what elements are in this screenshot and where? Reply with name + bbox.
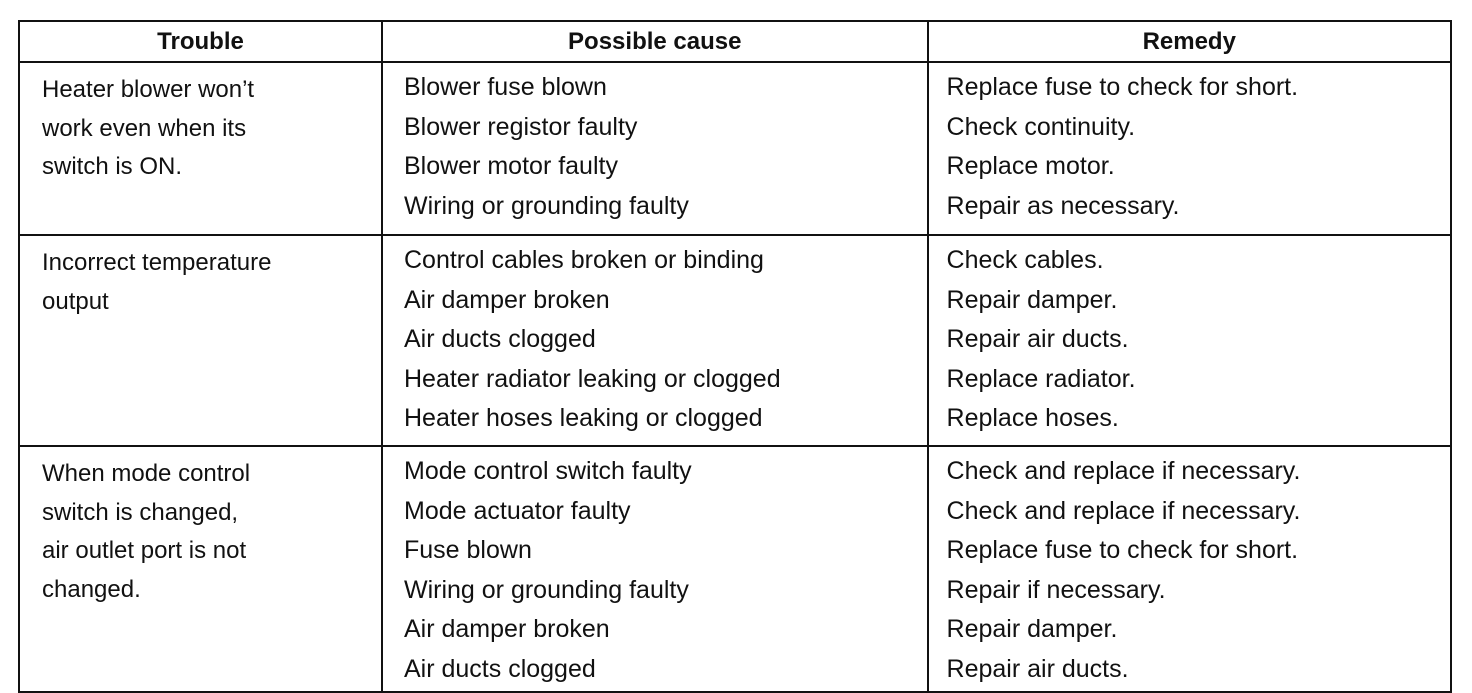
remedy-cell xyxy=(928,235,1451,446)
remedy-item: Repair if necessary. xyxy=(946,575,1166,604)
cause-item: Wiring or grounding faulty xyxy=(404,575,689,604)
remedy-item: Check and replace if necessary. xyxy=(946,457,1301,485)
trouble-text: Heater blower won’t work even when its switch is ON. xyxy=(42,76,255,180)
remedy-item: Replace radiator. xyxy=(946,364,1136,393)
remedy-item: Check cables. xyxy=(946,246,1104,274)
cause-item: Control cables broken or binding xyxy=(404,246,764,274)
cause-cell xyxy=(382,235,928,446)
remedy-item: Replace hoses. xyxy=(946,404,1119,432)
remedy-item: Replace fuse to check for short. xyxy=(946,73,1299,101)
header-possible-cause: Possible cause xyxy=(382,21,928,62)
cause-item: Wiring or grounding faulty xyxy=(404,191,689,220)
cause-item: Air ducts clogged xyxy=(404,325,596,353)
header-trouble: Trouble xyxy=(19,21,382,62)
table-row xyxy=(19,446,1451,692)
cause-item: Fuse blown xyxy=(404,536,532,564)
remedy-item: Repair as necessary. xyxy=(946,191,1180,220)
remedy-item: Repair damper. xyxy=(946,615,1118,643)
cause-cell xyxy=(382,446,928,692)
table-header-row xyxy=(19,21,1451,62)
cause-item: Blower registor faulty xyxy=(404,112,638,141)
troubleshooting-table xyxy=(18,20,1452,693)
trouble-cell xyxy=(19,446,382,692)
cause-item: Blower fuse blown xyxy=(404,73,607,101)
trouble-text: When mode control switch is changed, air outlet port is not changed. xyxy=(42,460,251,603)
remedy-item: Replace fuse to check for short. xyxy=(946,536,1299,564)
table-row xyxy=(19,62,1451,235)
remedy-cell xyxy=(928,62,1451,235)
header-remedy: Remedy xyxy=(928,21,1451,62)
cause-item: Heater hoses leaking or clogged xyxy=(404,404,763,432)
cause-item: Air damper broken xyxy=(404,285,610,314)
trouble-cell xyxy=(19,235,382,446)
remedy-item: Replace motor. xyxy=(946,152,1115,180)
remedy-item: Repair damper. xyxy=(946,285,1118,314)
cause-item: Air damper broken xyxy=(404,615,610,643)
cause-cell xyxy=(382,62,928,235)
remedy-cell xyxy=(928,446,1451,692)
table-row xyxy=(19,235,1451,446)
cause-item: Mode actuator faulty xyxy=(404,496,631,525)
remedy-item: Check and replace if necessary. xyxy=(946,496,1301,525)
trouble-cell xyxy=(19,62,382,235)
cause-item: Air ducts clogged xyxy=(404,654,596,683)
cause-item: Heater radiator leaking or clogged xyxy=(404,364,781,393)
trouble-text: Incorrect temperature output xyxy=(42,249,272,315)
cause-item: Mode control switch faulty xyxy=(404,457,692,485)
remedy-item: Repair air ducts. xyxy=(946,654,1129,683)
cause-item: Blower motor faulty xyxy=(404,152,618,180)
remedy-item: Check continuity. xyxy=(946,112,1136,141)
remedy-item: Repair air ducts. xyxy=(946,325,1129,353)
